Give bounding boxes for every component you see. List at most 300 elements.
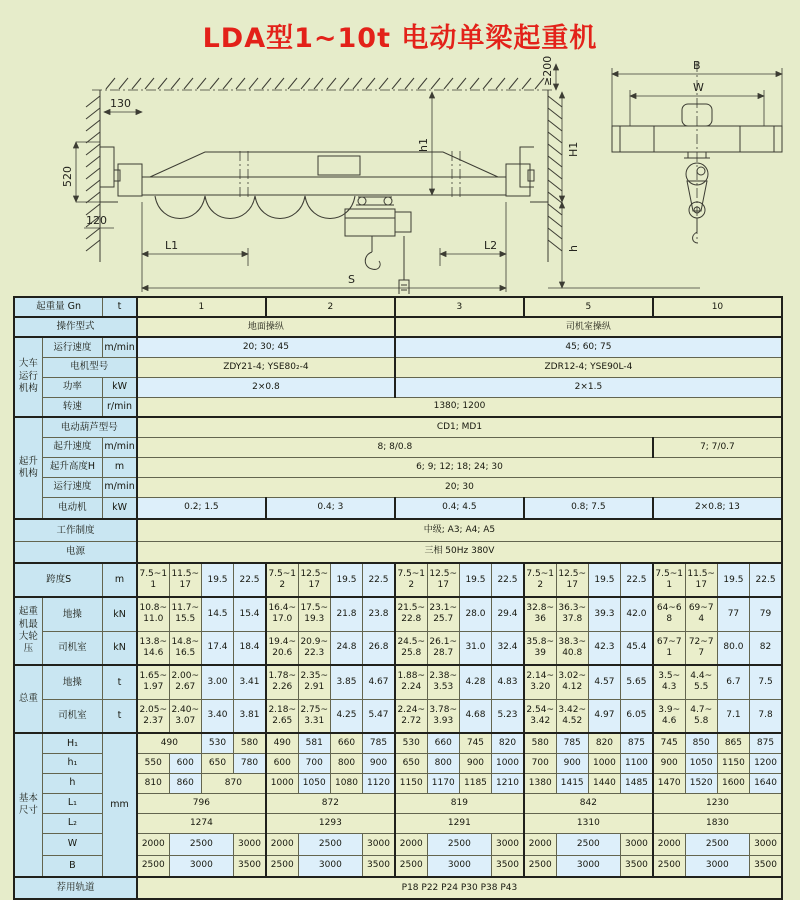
dim-W-cell: 2000 xyxy=(266,833,298,855)
dim-h-cell: 810 xyxy=(137,773,169,793)
span-cell: 22.5 xyxy=(234,563,266,597)
dim-label-h1: h1 xyxy=(417,138,430,152)
total-weight-ground-cell: 地操 xyxy=(42,665,102,699)
total-weight-ground-cell: 5.65 xyxy=(621,665,653,699)
hoist-motor-cell: 0.4; 3 xyxy=(266,497,395,519)
dim-H1-cell: 基本尺寸 xyxy=(14,733,42,877)
span-cell: 11.5~17 xyxy=(685,563,717,597)
dim-H1-cell: H₁ xyxy=(42,733,102,753)
dim-B-cell: 3000 xyxy=(427,855,491,877)
dim-W-cell: 2500 xyxy=(556,833,620,855)
wheel-load-cab-cell: 31.0 xyxy=(459,631,491,665)
dim-H1-cell: 660 xyxy=(330,733,362,753)
dim-W-cell: 3000 xyxy=(363,833,395,855)
page-title: LDA型1~10t 电动单梁起重机 xyxy=(202,23,598,54)
right-wall-hatch xyxy=(548,96,562,251)
festoon-cables xyxy=(155,196,355,219)
wheel-load-cab-cell: 67~71 xyxy=(653,631,685,665)
capacity-cell: 3 xyxy=(395,297,524,317)
wheel-load-ground-cell: 39.3 xyxy=(588,597,620,631)
span-cell: 7.5~11 xyxy=(137,563,169,597)
lifting-height-cell: 起升高度H xyxy=(42,457,102,477)
dim-label-L2: L2 xyxy=(484,239,498,252)
total-weight-cab-cell: 7.1 xyxy=(717,699,749,733)
crane-power-cell: 2×1.5 xyxy=(395,377,782,397)
power-supply-cell: 电源 xyxy=(14,541,137,563)
wheel-load-cab-cell: 42.3 xyxy=(588,631,620,665)
span-cell: 跨度S xyxy=(14,563,103,597)
total-weight-ground-cell: 3.00 xyxy=(201,665,233,699)
dim-h1-cell: 600 xyxy=(169,753,201,773)
total-weight-cab-cell: 3.81 xyxy=(234,699,266,733)
total-weight-cab-cell: 4.25 xyxy=(330,699,362,733)
dim-H1-cell: 850 xyxy=(685,733,717,753)
hoist-motor-cell: 电动机 xyxy=(42,497,102,519)
total-weight-ground-cell: 2.35~2.91 xyxy=(298,665,330,699)
capacity-cell: 5 xyxy=(524,297,653,317)
dim-H1-cell: 530 xyxy=(201,733,233,753)
crane-rev-speed-cell: 1380; 1200 xyxy=(137,397,782,417)
dim-L1-cell: 842 xyxy=(524,793,653,813)
hoist-motor xyxy=(395,212,411,232)
hook xyxy=(365,252,380,269)
dim-B-cell: 3000 xyxy=(298,855,362,877)
right-buffer xyxy=(528,170,534,181)
span-cell: m xyxy=(103,563,137,597)
dim-h1-cell: 650 xyxy=(395,753,427,773)
row-duty-class xyxy=(14,519,782,541)
total-weight-ground-cell: 1.65~1.97 xyxy=(137,665,169,699)
dim-h1-cell: 650 xyxy=(201,753,233,773)
dim-H1-cell: 530 xyxy=(395,733,427,753)
span-cell: 7.5~11 xyxy=(653,563,685,597)
wheel-load-cab-cell: 45.4 xyxy=(621,631,653,665)
row-hoist-travel-speed xyxy=(14,477,782,497)
hoist-motor-cell: 0.8; 7.5 xyxy=(524,497,653,519)
total-weight-cab-cell: 2.18~2.65 xyxy=(266,699,298,733)
dim-h1-cell: 900 xyxy=(556,753,588,773)
total-weight-cab-cell: 2.75~3.31 xyxy=(298,699,330,733)
lifting-speed-cell: 8; 8/0.8 xyxy=(137,437,653,457)
dim-h-cell: 1150 xyxy=(395,773,427,793)
row-lifting-height xyxy=(14,457,782,477)
wheel-load-cab-cell: 24.5~25.8 xyxy=(395,631,427,665)
dim-H1-cell: 490 xyxy=(137,733,201,753)
lifting-speed-cell: 7; 7/0.7 xyxy=(653,437,782,457)
wheel-load-cab-cell: 35.8~39 xyxy=(524,631,556,665)
dim-B-cell: 3500 xyxy=(750,855,782,877)
dim-label-520: 520 xyxy=(61,166,74,187)
dim-label-L1: L1 xyxy=(165,239,179,252)
row-wheel-load-ground xyxy=(14,597,782,631)
dim-H1-cell: mm xyxy=(103,733,137,877)
operation-type-cell: 操作型式 xyxy=(14,317,137,337)
wheel-load-ground-cell: 29.4 xyxy=(492,597,524,631)
lifting-height-cell: m xyxy=(103,457,137,477)
dim-L1-cell: 872 xyxy=(266,793,395,813)
dim-label-120: 120 xyxy=(86,214,107,227)
row-total-weight-ground xyxy=(14,665,782,699)
total-weight-cab-cell: 2.54~3.42 xyxy=(524,699,556,733)
wheel-load-ground-cell: 16.4~17.0 xyxy=(266,597,298,631)
dim-label-min200: ≥200 xyxy=(541,55,554,86)
dim-h1-cell: 1000 xyxy=(588,753,620,773)
dim-h1-cell: 1050 xyxy=(685,753,717,773)
dim-B-cell: 2500 xyxy=(653,855,685,877)
dim-H1-cell: 820 xyxy=(588,733,620,753)
wheel-load-ground-cell: 32.8~36 xyxy=(524,597,556,631)
hoist-motor-cell: 0.4; 4.5 xyxy=(395,497,524,519)
dim-h-cell: 1520 xyxy=(685,773,717,793)
row-crane-rev-speed xyxy=(14,397,782,417)
dim-h1-cell: h₁ xyxy=(42,753,102,773)
dim-h-cell: 1640 xyxy=(750,773,782,793)
dim-W-cell: 2500 xyxy=(298,833,362,855)
crane-travel-speed-cell: 运行速度 xyxy=(42,337,102,357)
wheel-load-ground-cell: 64~68 xyxy=(653,597,685,631)
wheel-load-cab-cell: 19.4~20.6 xyxy=(266,631,298,665)
row-operation-type xyxy=(14,317,782,337)
total-weight-cab-cell: 2.05~2.37 xyxy=(137,699,169,733)
wheel-load-cab-cell: 32.4 xyxy=(492,631,524,665)
wheel-load-cab-cell: 38.3~40.8 xyxy=(556,631,588,665)
dim-W-cell: W xyxy=(42,833,102,855)
dim-W-cell: 2000 xyxy=(395,833,427,855)
trolley-wheel-right xyxy=(740,126,774,152)
end-view xyxy=(612,59,782,243)
span-cell: 12.5~17 xyxy=(556,563,588,597)
hoist-travel-speed-cell: m/min xyxy=(103,477,137,497)
dim-B-cell: 2500 xyxy=(137,855,169,877)
dim-h-cell: h xyxy=(42,773,102,793)
dim-W-cell: 2500 xyxy=(427,833,491,855)
dim-W-cell: 2000 xyxy=(524,833,556,855)
recommended-rail-cell: 荐用轨道 xyxy=(14,877,137,899)
capacity-cell: 1 xyxy=(137,297,266,317)
total-weight-cab-cell: 2.40~3.07 xyxy=(169,699,201,733)
wheel-load-ground-cell: 36.3~37.8 xyxy=(556,597,588,631)
dim-B-cell: 2500 xyxy=(524,855,556,877)
hook-end-view xyxy=(693,218,698,243)
span-cell: 19.5 xyxy=(201,563,233,597)
spec-table xyxy=(13,296,783,900)
total-weight-ground-cell: 2.00~2.67 xyxy=(169,665,201,699)
dim-h1-cell: 1200 xyxy=(750,753,782,773)
hoist-motor-cell: 0.2; 1.5 xyxy=(137,497,266,519)
span-cell: 19.5 xyxy=(717,563,749,597)
dim-B-cell: 3000 xyxy=(685,855,749,877)
dim-label-h: h xyxy=(567,245,580,252)
dim-W-cell: 3000 xyxy=(492,833,524,855)
wheel-load-ground-cell: 69~74 xyxy=(685,597,717,631)
hoist-motor-cell: kW xyxy=(103,497,137,519)
lifting-speed-cell: 起升速度 xyxy=(42,437,102,457)
span-cell: 19.5 xyxy=(588,563,620,597)
dim-L1-cell: 819 xyxy=(395,793,524,813)
span-cell: 22.5 xyxy=(750,563,782,597)
wheel-load-cab-cell: 14.8~16.5 xyxy=(169,631,201,665)
dim-W-cell: 2500 xyxy=(169,833,233,855)
span-cell: 22.5 xyxy=(621,563,653,597)
dim-label-130: 130 xyxy=(110,97,131,110)
wheel-load-cab-cell: 26.1~28.7 xyxy=(427,631,459,665)
total-weight-ground-cell: 3.5~4.3 xyxy=(653,665,685,699)
span-cell: 19.5 xyxy=(459,563,491,597)
wheel-load-ground-cell: 23.1~25.7 xyxy=(427,597,459,631)
span-cell: 22.5 xyxy=(492,563,524,597)
wheel-load-ground-cell: 42.0 xyxy=(621,597,653,631)
left-buffer xyxy=(114,170,120,181)
span-cell: 7.5~12 xyxy=(524,563,556,597)
dim-L2-cell: 1274 xyxy=(137,813,266,833)
wheel-load-ground-cell: 23.8 xyxy=(363,597,395,631)
dim-B-cell: 3500 xyxy=(621,855,653,877)
dim-B-cell: 2500 xyxy=(266,855,298,877)
crane-rev-speed-cell: 转速 xyxy=(42,397,102,417)
dim-h1-cell: 800 xyxy=(427,753,459,773)
span-cell: 12.5~17 xyxy=(427,563,459,597)
wheel-load-cab-cell: 司机室 xyxy=(42,631,102,665)
power-supply-cell: 三相 50Hz 380V xyxy=(137,541,782,563)
pendant-control xyxy=(399,280,409,294)
total-weight-ground-cell: 总重 xyxy=(14,665,42,733)
dim-H1-cell: 660 xyxy=(427,733,459,753)
row-crane-motor-model xyxy=(14,357,782,377)
span-cell: 7.5~12 xyxy=(266,563,298,597)
row-wheel-load-cab xyxy=(14,631,782,665)
dim-B-cell: B xyxy=(42,855,102,877)
total-weight-ground-cell: 7.5 xyxy=(750,665,782,699)
dim-h-cell: 1120 xyxy=(363,773,395,793)
wheel-load-ground-cell: 起重机最大轮压 xyxy=(14,597,42,665)
duty-class-cell: 中级; A3; A4; A5 xyxy=(137,519,782,541)
dim-h1-cell: 600 xyxy=(266,753,298,773)
dim-W-cell: 2000 xyxy=(653,833,685,855)
dim-H1-cell: 865 xyxy=(717,733,749,753)
dim-h1-cell: 800 xyxy=(330,753,362,773)
girder-elevation xyxy=(114,151,534,219)
wheel-load-ground-cell: 10.8~11.0 xyxy=(137,597,169,631)
total-weight-cab-cell: 5.47 xyxy=(363,699,395,733)
dim-h1-cell: 900 xyxy=(653,753,685,773)
span-cell: 12.5~17 xyxy=(298,563,330,597)
dim-B-cell: 3500 xyxy=(363,855,395,877)
total-weight-cab-cell: 3.40 xyxy=(201,699,233,733)
dim-H1-cell: 581 xyxy=(298,733,330,753)
span-cell: 7.5~12 xyxy=(395,563,427,597)
crane-travel-speed-cell: 20; 30; 45 xyxy=(137,337,395,357)
dim-H1-cell: 580 xyxy=(524,733,556,753)
wheel-load-cab-cell: 80.0 xyxy=(717,631,749,665)
total-weight-cab-cell: 5.23 xyxy=(492,699,524,733)
capacity-cell: t xyxy=(103,297,137,317)
total-weight-ground-cell: 3.85 xyxy=(330,665,362,699)
dim-L2-cell: 1830 xyxy=(653,813,782,833)
total-weight-cab-cell: t xyxy=(103,699,137,733)
total-weight-ground-cell: t xyxy=(103,665,137,699)
row-capacity xyxy=(14,297,782,317)
girder-body xyxy=(142,177,506,195)
dim-h-cell: 1485 xyxy=(621,773,653,793)
ceiling-hatch xyxy=(106,78,544,89)
span-cell: 11.5~17 xyxy=(169,563,201,597)
total-weight-ground-cell: 4.28 xyxy=(459,665,491,699)
dim-h1-cell: 1000 xyxy=(492,753,524,773)
total-weight-cab-cell: 2.24~2.72 xyxy=(395,699,427,733)
hoist-model-cell: 起升机构 xyxy=(14,417,42,519)
dim-H1-cell: 875 xyxy=(621,733,653,753)
total-weight-ground-cell: 2.38~3.53 xyxy=(427,665,459,699)
dim-h-cell: 1415 xyxy=(556,773,588,793)
dim-h-cell: 1185 xyxy=(459,773,491,793)
hoist-motor-cell: 2×0.8; 13 xyxy=(653,497,782,519)
dim-L2-cell: 1293 xyxy=(266,813,395,833)
dim-H1-cell: 745 xyxy=(653,733,685,753)
wheel-load-cab-cell: 20.9~22.3 xyxy=(298,631,330,665)
crane-power-cell: 2×0.8 xyxy=(137,377,395,397)
row-crane-power xyxy=(14,377,782,397)
dim-H1-cell: 785 xyxy=(556,733,588,753)
dim-h1-cell: 1150 xyxy=(717,753,749,773)
crane-travel-speed-cell: m/min xyxy=(103,337,137,357)
capacity-cell: 2 xyxy=(266,297,395,317)
dim-W-cell: 3000 xyxy=(750,833,782,855)
dim-W-cell: 3000 xyxy=(621,833,653,855)
row-total-weight-cab xyxy=(14,699,782,733)
dim-h-cell: 1210 xyxy=(492,773,524,793)
row-recommended-rail xyxy=(14,877,782,899)
total-weight-ground-cell: 3.41 xyxy=(234,665,266,699)
row-hoist-model xyxy=(14,417,782,437)
trolley-wheel-left xyxy=(620,126,654,152)
dim-H1-cell: 580 xyxy=(234,733,266,753)
wheel-load-ground-cell: 21.8 xyxy=(330,597,362,631)
dim-h-cell: 1170 xyxy=(427,773,459,793)
hoist-model-cell: CD1; MD1 xyxy=(137,417,782,437)
crane-motor-model-cell: 电机型号 xyxy=(42,357,137,377)
dim-H1-cell: 785 xyxy=(363,733,395,753)
dim-h1-cell: 900 xyxy=(363,753,395,773)
runway-ceiling xyxy=(86,78,562,262)
dim-h1-cell: 700 xyxy=(298,753,330,773)
row-lifting-speed xyxy=(14,437,782,457)
crane-travel-speed-cell: 大车运行机构 xyxy=(14,337,42,417)
left-end-truck xyxy=(118,164,142,196)
total-weight-cab-cell: 4.97 xyxy=(588,699,620,733)
wheel-load-ground-cell: 15.4 xyxy=(234,597,266,631)
duty-class-cell: 工作制度 xyxy=(14,519,137,541)
total-weight-cab-cell: 6.05 xyxy=(621,699,653,733)
dim-label-B: B xyxy=(693,59,701,72)
wheel-load-cab-cell: 18.4 xyxy=(234,631,266,665)
dim-label-S: S xyxy=(348,273,355,286)
crane-motor-model-cell: ZDR12-4; YSE90L-4 xyxy=(395,357,782,377)
wheel-load-cab-cell: 17.4 xyxy=(201,631,233,665)
dim-H1-cell: 490 xyxy=(266,733,298,753)
dim-L2-cell: L₂ xyxy=(42,813,102,833)
dim-h-cell: 860 xyxy=(169,773,201,793)
lifting-speed-cell: m/min xyxy=(103,437,137,457)
total-weight-ground-cell: 3.02~4.12 xyxy=(556,665,588,699)
total-weight-cab-cell: 4.7~5.8 xyxy=(685,699,717,733)
dim-h-cell: 1470 xyxy=(653,773,685,793)
hoist-model-cell: 电动葫芦型号 xyxy=(42,417,137,437)
hoist-travel-speed-cell: 运行速度 xyxy=(42,477,102,497)
crane-drawing xyxy=(0,52,800,294)
wheel-load-cab-cell: 26.8 xyxy=(363,631,395,665)
row-power-supply xyxy=(14,541,782,563)
total-weight-cab-cell: 3.9~4.6 xyxy=(653,699,685,733)
row-hoist-motor xyxy=(14,497,782,519)
wheel-load-cab-cell: 24.8 xyxy=(330,631,362,665)
dim-L2-cell: 1310 xyxy=(524,813,653,833)
dim-L2-cell: 1291 xyxy=(395,813,524,833)
dim-h-cell: 1600 xyxy=(717,773,749,793)
total-weight-cab-cell: 3.78~3.93 xyxy=(427,699,459,733)
total-weight-ground-cell: 1.88~2.24 xyxy=(395,665,427,699)
dim-B-cell: 3000 xyxy=(169,855,233,877)
dim-h-cell: 1080 xyxy=(330,773,362,793)
dim-H1-cell: 875 xyxy=(750,733,782,753)
row-crane-travel-speed xyxy=(14,337,782,357)
total-weight-cab-cell: 7.8 xyxy=(750,699,782,733)
total-weight-cab-cell: 4.68 xyxy=(459,699,491,733)
dim-W-cell: 2500 xyxy=(685,833,749,855)
wheel-load-ground-cell: 14.5 xyxy=(201,597,233,631)
capacity-cell: 10 xyxy=(653,297,782,317)
dim-h1-cell: 900 xyxy=(459,753,491,773)
hoist-travel-speed-cell: 20; 30 xyxy=(137,477,782,497)
dim-h-cell: 1000 xyxy=(266,773,298,793)
dim-h-cell: 1440 xyxy=(588,773,620,793)
total-weight-cab-cell: 司机室 xyxy=(42,699,102,733)
dim-L1-cell: L₁ xyxy=(42,793,102,813)
right-end-truck xyxy=(506,164,530,196)
hoist-body xyxy=(345,209,395,236)
total-weight-ground-cell: 1.78~2.26 xyxy=(266,665,298,699)
dim-h-cell: 1380 xyxy=(524,773,556,793)
total-weight-ground-cell: 4.57 xyxy=(588,665,620,699)
operation-type-cell: 地面操纵 xyxy=(137,317,395,337)
dim-H1-cell: 745 xyxy=(459,733,491,753)
recommended-rail-cell: P18 P22 P24 P30 P38 P43 xyxy=(137,877,782,899)
wheel-load-ground-cell: 21.5~22.8 xyxy=(395,597,427,631)
dim-B-cell: 3000 xyxy=(556,855,620,877)
capacity-cell: 起重量 Gn xyxy=(14,297,103,317)
wheel-load-ground-cell: 17.5~19.3 xyxy=(298,597,330,631)
crane-power-cell: kW xyxy=(103,377,137,397)
dim-W-cell: 3000 xyxy=(234,833,266,855)
wheel-load-cab-cell: 82 xyxy=(750,631,782,665)
dim-L1-cell: 796 xyxy=(137,793,266,813)
crane-travel-speed-cell: 45; 60; 75 xyxy=(395,337,782,357)
dim-B-cell: 2500 xyxy=(395,855,427,877)
total-weight-ground-cell: 4.67 xyxy=(363,665,395,699)
crane-rev-speed-cell: r/min xyxy=(103,397,137,417)
lifting-height-cell: 6; 9; 12; 18; 24; 30 xyxy=(137,457,782,477)
wheel-load-ground-cell: 28.0 xyxy=(459,597,491,631)
dim-L1-cell: 1230 xyxy=(653,793,782,813)
dim-h1-cell: 1100 xyxy=(621,753,653,773)
dim-h-cell: 870 xyxy=(201,773,266,793)
girder-panel xyxy=(318,156,360,175)
wheel-load-ground-cell: 77 xyxy=(717,597,749,631)
dim-h1-cell: 780 xyxy=(234,753,266,773)
operation-type-cell: 司机室操纵 xyxy=(395,317,782,337)
dim-h1-cell: 550 xyxy=(137,753,169,773)
wheel-load-ground-cell: 11.7~15.5 xyxy=(169,597,201,631)
dim-B-cell: 3500 xyxy=(492,855,524,877)
